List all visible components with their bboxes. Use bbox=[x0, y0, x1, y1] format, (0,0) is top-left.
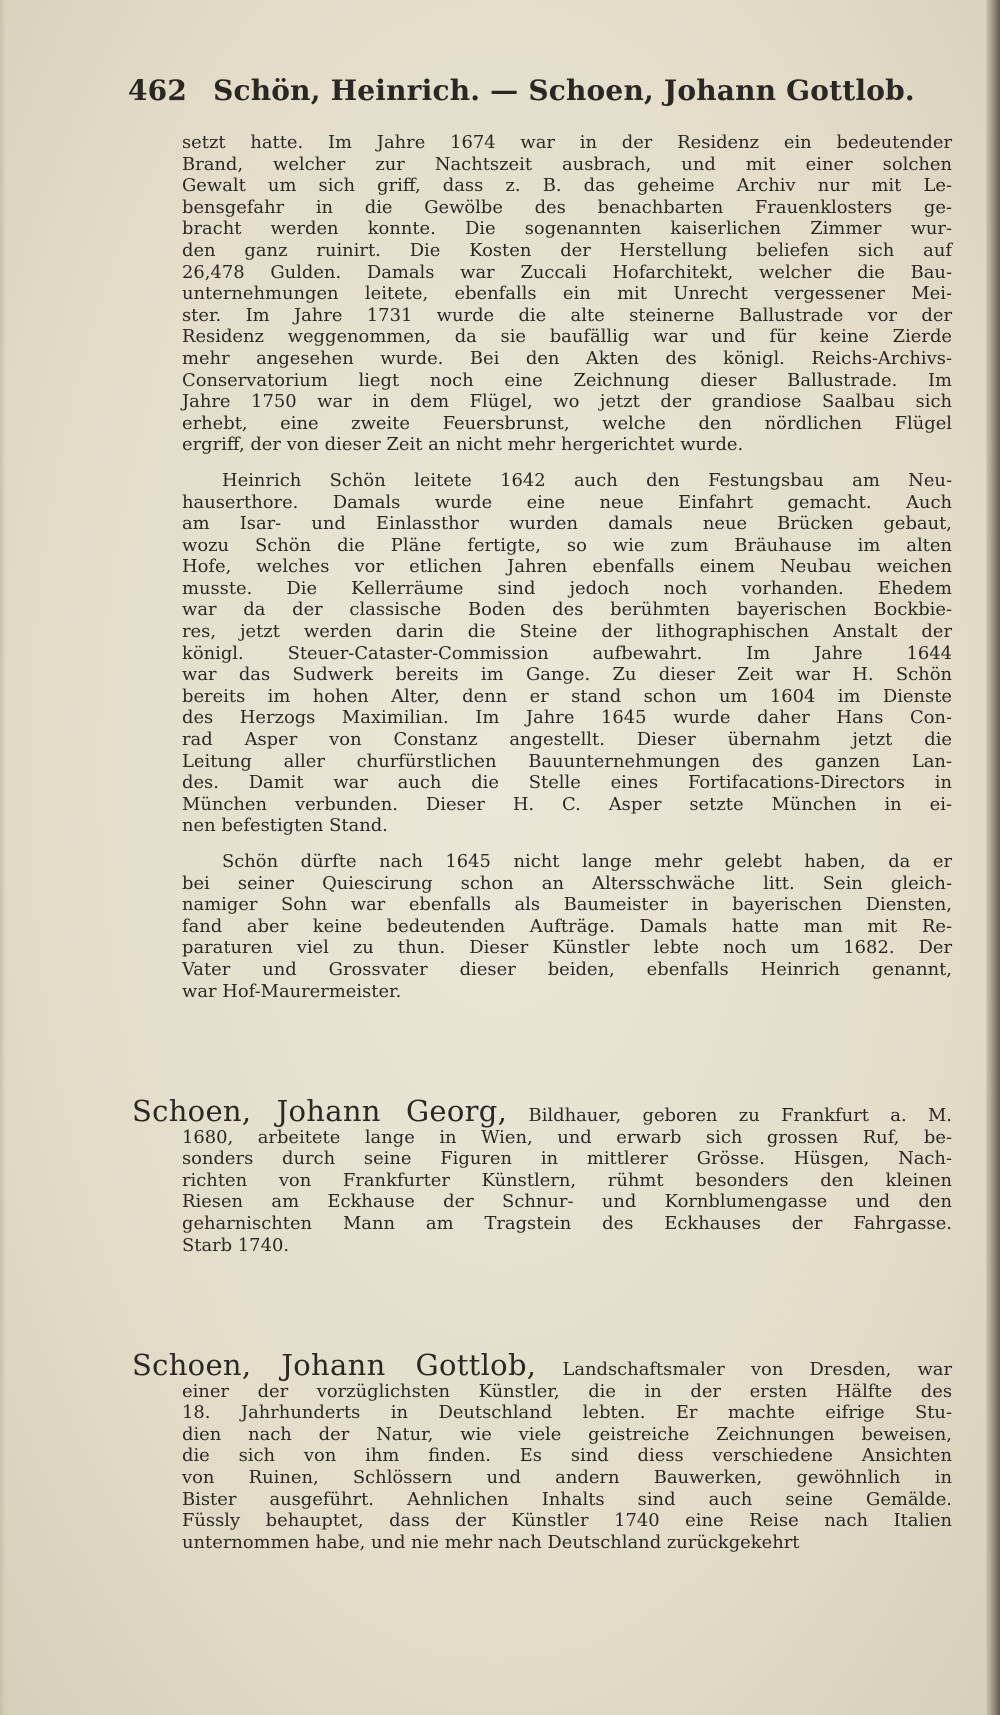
text-line: des Herzogs Maximilian. Im Jahre 1645 wurde daher Hans Con- bbox=[182, 707, 952, 729]
entry-heading bbox=[132, 1094, 952, 1128]
text-line: unternehmungen leitete, ebenfalls ein mit Unrecht vergessener Mei- bbox=[182, 283, 952, 305]
text-line: einer der vorzüglichsten Künstler, die in der ersten Hälfte des bbox=[182, 1380, 952, 1402]
entry-name: Schoen, Johann Gottlob, bbox=[132, 1348, 537, 1382]
text-line: Leitung aller churfürstlichen Bauunternehmungen des ganzen Lan- bbox=[182, 750, 952, 772]
text-line: mehr angesehen wurde. Bei den Akten des königl. Reichs-Archivs- bbox=[182, 347, 952, 369]
entry-name: Schoen, Johann Georg, bbox=[132, 1094, 508, 1128]
entry-schoen-johann-georg bbox=[132, 1094, 952, 1256]
text-line: am Isar- und Einlassthor wurden damals neue Brücken gebaut, bbox=[182, 513, 952, 535]
text-line: 18. Jahrhunderts in Deutschland lebten. Er machte eifrige Stu- bbox=[182, 1402, 952, 1424]
text-line: bei seiner Quiescirung schon an Altersschwäche litt. Sein gleich- bbox=[182, 872, 952, 894]
text-line: Vater und Grossvater dieser beiden, ebenfalls Heinrich genannt, bbox=[182, 958, 952, 980]
entry-body bbox=[182, 1127, 952, 1257]
text-line: 26,478 Gulden. Damals war Zuccali Hofarchitekt, welcher die Bau- bbox=[182, 261, 952, 283]
text-line: hauserthore. Damals wurde eine neue Einfahrt gemacht. Auch bbox=[182, 491, 952, 513]
text-line: Bister ausgeführt. Aehnlichen Inhalts sind auch seine Gemälde. bbox=[182, 1488, 952, 1510]
text-line: sonders durch seine Figuren in mittlerer Grösse. Hüsgen, Nach- bbox=[182, 1148, 952, 1170]
header-title: Schön, Heinrich. — Schoen, Johann Gottlob. bbox=[213, 74, 915, 107]
page-right-edge bbox=[986, 0, 1000, 1715]
entry-heading-rest: Landschaftsmaler von Dresden, war bbox=[562, 1359, 953, 1380]
text-line: namiger Sohn war ebenfalls als Baumeister in bayerischen Diensten, bbox=[182, 894, 952, 916]
page-left-edge bbox=[0, 0, 6, 1715]
text-line: von Ruinen, Schlössern und andern Bauwerken, gewöhnlich in bbox=[182, 1466, 952, 1488]
text-line: war das Sudwerk bereits im Gange. Zu dieser Zeit war H. Schön bbox=[182, 664, 952, 686]
entry-heading-rest: Bildhauer, geboren zu Frankfurt a. M. bbox=[528, 1105, 952, 1126]
text-line: Jahre 1750 war in dem Flügel, wo jetzt der grandiose Saalbau sich bbox=[182, 391, 952, 413]
continued-text-column bbox=[182, 132, 952, 1016]
text-line: war Hof-Maurermeister. bbox=[182, 980, 402, 1002]
text-line: Hofe, welches vor etlichen Jahren ebenfalls einem Neubau weichen bbox=[182, 556, 952, 578]
text-line: Starb 1740. bbox=[182, 1234, 290, 1256]
text-line: rad Asper von Constanz angestellt. Dieser übernahm jetzt die bbox=[182, 729, 952, 751]
text-line: war da der classische Boden des berühmten bayerischen Bockbie- bbox=[182, 599, 952, 621]
text-line: den ganz ruinirt. Die Kosten der Herstellung beliefen sich auf bbox=[182, 239, 952, 261]
text-line: richten von Frankfurter Künstlern, rühmt besonders den kleinen bbox=[182, 1169, 952, 1191]
entry-heading bbox=[132, 1348, 953, 1382]
text-line: Schön dürfte nach 1645 nicht lange mehr gelebt haben, da er bbox=[222, 851, 952, 872]
text-line: wozu Schön die Pläne fertigte, so wie zum Bräuhause im alten bbox=[182, 534, 952, 556]
text-line: unternommen habe, und nie mehr nach Deutschland zurückgekehrt bbox=[182, 1531, 800, 1553]
page-number: 462 bbox=[128, 74, 188, 107]
text-line: Riesen am Eckhause der Schnur- und Kornblumengasse und den bbox=[182, 1191, 952, 1213]
text-line: Füssly behauptet, dass der Künstler 1740 eine Reise nach Italien bbox=[182, 1510, 952, 1532]
text-line: Brand, welcher zur Nachtszeit ausbrach, und mit einer solchen bbox=[182, 153, 952, 175]
text-line: res, jetzt werden darin die Steine der lithographischen Anstalt der bbox=[182, 621, 952, 643]
text-line: setzt hatte. Im Jahre 1674 war in der Residenz ein bedeutender bbox=[182, 132, 952, 153]
text-line: die sich von ihm finden. Es sind diess verschiedene Ansichten bbox=[182, 1445, 952, 1467]
text-line: dien nach der Natur, wie viele geistreiche Zeichnungen beweisen, bbox=[182, 1423, 952, 1445]
text-line: geharnischten Mann am Tragstein des Eckhauses der Fahrgasse. bbox=[182, 1212, 952, 1234]
text-line: 1680, arbeitete lange in Wien, und erwarb sich grossen Ruf, be- bbox=[182, 1126, 952, 1148]
paragraph-residenz bbox=[182, 132, 952, 456]
text-line: fand aber keine bedeutenden Aufträge. Damals hatte man mit Re- bbox=[182, 915, 952, 937]
text-line: ster. Im Jahre 1731 wurde die alte steinerne Ballustrade vor der bbox=[182, 304, 952, 326]
text-line: bereits im hohen Alter, denn er stand schon um 1604 im Dienste bbox=[182, 685, 952, 707]
entry-body bbox=[182, 1381, 952, 1554]
paragraph-festungsbau bbox=[182, 470, 952, 837]
text-line: München verbunden. Dieser H. C. Asper setzte München in ei- bbox=[182, 793, 952, 815]
text-line: paraturen viel zu thun. Dieser Künstler lebte noch um 1682. Der bbox=[182, 937, 952, 959]
text-line: Heinrich Schön leitete 1642 auch den Festungsbau am Neu- bbox=[222, 469, 952, 491]
text-line: musste. Die Kellerräume sind jedoch noch vorhanden. Ehedem bbox=[182, 577, 952, 599]
entry-schoen-johann-gottlob bbox=[132, 1348, 953, 1553]
text-line: nen befestigten Stand. bbox=[182, 815, 388, 837]
running-header bbox=[128, 74, 958, 107]
paragraph-schoen-death bbox=[182, 851, 952, 1002]
text-line: des. Damit war auch die Stelle eines Fortifacations-Directors in bbox=[182, 772, 952, 794]
text-line: erhebt, eine zweite Feuersbrunst, welche den nördlichen Flügel bbox=[182, 412, 952, 434]
text-line: Residenz weggenommen, da sie baufällig war und für keine Zierde bbox=[182, 326, 952, 348]
text-line: ergriff, der von dieser Zeit an nicht mehr hergerichtet wurde. bbox=[182, 434, 744, 456]
text-line: bensgefahr in die Gewölbe des benachbarten Frauenklosters ge- bbox=[182, 196, 952, 218]
text-line: Gewalt um sich griff, dass z. B. das geheime Archiv nur mit Le- bbox=[182, 175, 952, 197]
text-line: bracht werden konnte. Die sogenannten kaiserlichen Zimmer wur- bbox=[182, 218, 952, 240]
text-line: Conservatorium liegt noch eine Zeichnung dieser Ballustrade. Im bbox=[182, 369, 952, 391]
text-line: königl. Steuer-Cataster-Commission aufbewahrt. Im Jahre 1644 bbox=[182, 642, 952, 664]
